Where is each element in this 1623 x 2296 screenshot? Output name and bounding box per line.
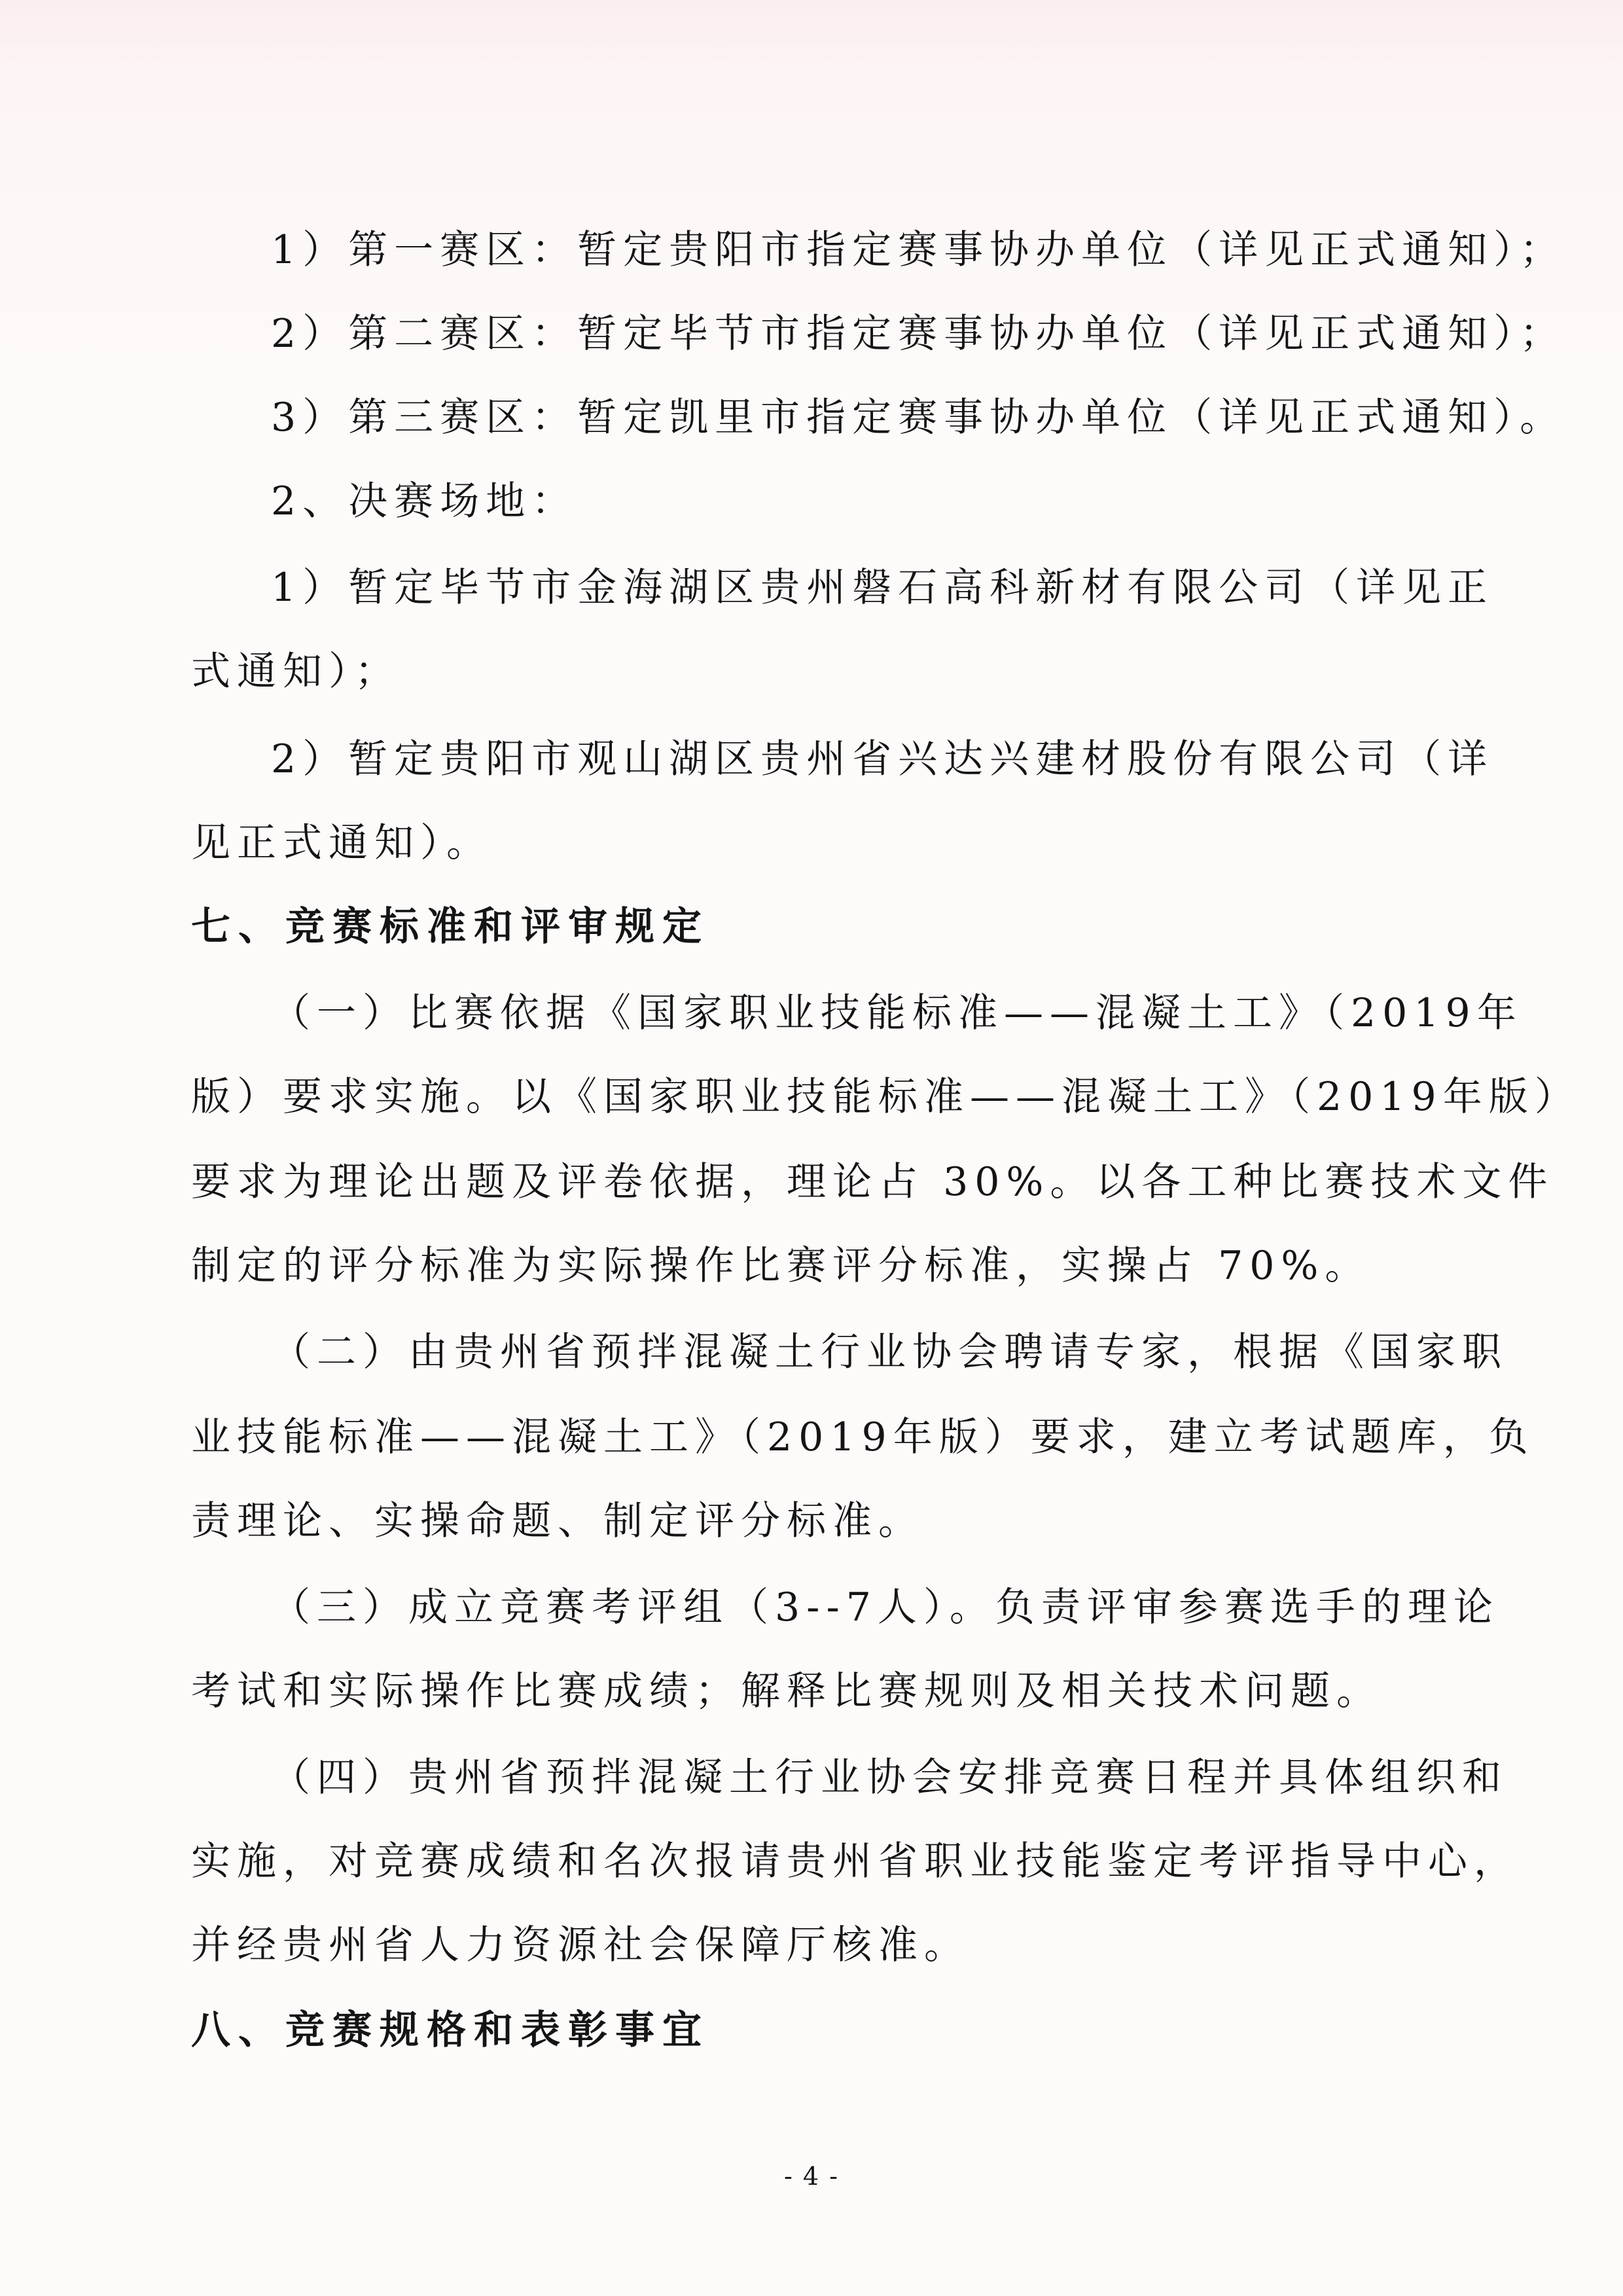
zone-2-line: 2）第二赛区：暂定毕节市指定赛事协办单位（详见正式通知）； xyxy=(271,311,1566,357)
paragraph-4-line-3: 并经贵州省人力资源社会保障厅核准。 xyxy=(191,1922,970,1968)
venue-1-line-a: 1）暂定毕节市金海湖区贵州磐石高科新材有限公司（详见正 xyxy=(271,565,1494,611)
zone-1-line: 1）第一赛区：暂定贵阳市指定赛事协办单位（详见正式通知）； xyxy=(271,227,1566,273)
final-venue-title: 2、决赛场地： xyxy=(271,478,578,524)
paragraph-3-line-1: （三）成立竞赛考评组（3--7人）。负责评审参赛选手的理论 xyxy=(271,1585,1499,1630)
paragraph-2-line-3: 责理论、实操命题、制定评分标准。 xyxy=(191,1498,924,1544)
venue-2-line-a: 2）暂定贵阳市观山湖区贵州省兴达兴建材股份有限公司（详 xyxy=(271,736,1494,782)
venue-1-line-b: 式通知）； xyxy=(191,649,401,694)
venue-2-line-b: 见正式通知）。 xyxy=(191,820,492,866)
section-8-heading: 八、竞赛规格和表彰事宜 xyxy=(191,2007,709,2053)
paragraph-1-line-1: （一）比赛依据《国家职业技能标准——混凝土工》（2019年 xyxy=(271,990,1523,1036)
paragraph-1-line-4: 制定的评分标准为实际操作比赛评分标准，实操占 70%。 xyxy=(191,1243,1371,1289)
page-number: - 4 - xyxy=(783,2162,839,2191)
paragraph-1-line-2: 版）要求实施。以《国家职业技能标准——混凝土工》（2019年版） xyxy=(191,1074,1580,1120)
paragraph-4-line-2: 实施，对竞赛成绩和名次报请贵州省职业技能鉴定考评指导中心， xyxy=(191,1839,1520,1884)
paragraph-2-line-2: 业技能标准——混凝土工》（2019年版）要求，建立考试题库，负 xyxy=(191,1414,1535,1460)
section-7-heading: 七、竞赛标准和评审规定 xyxy=(191,904,709,950)
paragraph-2-line-1: （二）由贵州省预拌混凝土行业协会聘请专家，根据《国家职 xyxy=(271,1329,1508,1375)
paragraph-3-line-2: 考试和实际操作比赛成绩；解释比赛规则及相关技术问题。 xyxy=(191,1668,1382,1714)
zone-3-line: 3）第三赛区：暂定凯里市指定赛事协办单位（详见正式通知）。 xyxy=(271,395,1566,440)
paragraph-1-line-3: 要求为理论出题及评卷依据，理论占 30%。以各工种比赛技术文件 xyxy=(191,1159,1554,1205)
paragraph-4-line-1: （四）贵州省预拌混凝土行业协会安排竞赛日程并具体组织和 xyxy=(271,1755,1508,1801)
